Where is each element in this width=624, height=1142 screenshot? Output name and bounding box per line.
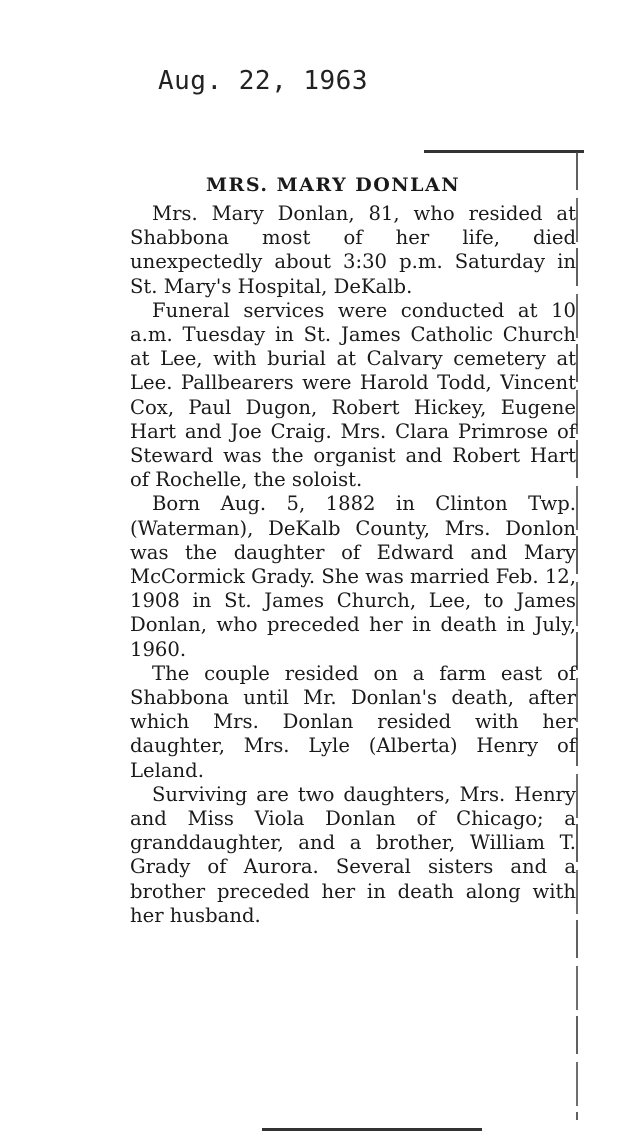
clipping-date: Aug. 22, 1963 — [158, 66, 368, 96]
obituary-body — [130, 202, 576, 928]
obituary-headline: MRS. MARY DONLAN — [206, 174, 461, 196]
column-edge-line — [576, 152, 578, 1120]
paragraph-death-notice: Mrs. Mary Donlan, 81, who resided at Shabbona most of her life, died unexpectedly about 3:30 p.m. Saturday in St. Mary's Hospital, DeKalb. — [130, 202, 576, 298]
top-rule-divider — [424, 150, 584, 153]
bottom-rule-divider — [262, 1128, 482, 1131]
paragraph-survivors: Surviving are two daughters, Mrs. Henry and Miss Viola Donlan of Chicago; a granddaughter, and a brother, William T. Grady of Aurora. Several sisters and a brother preceded her in death along with her husband. — [130, 782, 576, 927]
paragraph-biography: Born Aug. 5, 1882 in Clinton Twp. (Waterman), DeKalb County, Mrs. Donlon was the daughter of Edward and Mary McCormick Grady. She was married Feb. 12, 1908 in St. James Church, Lee, to James Donlan, who preceded her in death in July, 1960. — [130, 492, 576, 661]
newspaper-clipping — [118, 150, 602, 1130]
paragraph-funeral-services: Funeral services were conducted at 10 a.m. Tuesday in St. James Catholic Church at Lee, with burial at Calvary cemetery at Lee. Pallbearers were Harold Todd, Vincent Cox, Paul Dugon, Robert Hickey, Eugene Hart and Joe Craig. Mrs. Clara Primrose of Steward was the organist and Robert Hart of Rochelle, the soloist. — [130, 298, 576, 492]
paragraph-residence: The couple resided on a farm east of Shabbona until Mr. Donlan's death, after which Mrs. Donlan resided with her daughter, Mrs. Lyle (Alberta) Henry of Leland. — [130, 661, 576, 782]
